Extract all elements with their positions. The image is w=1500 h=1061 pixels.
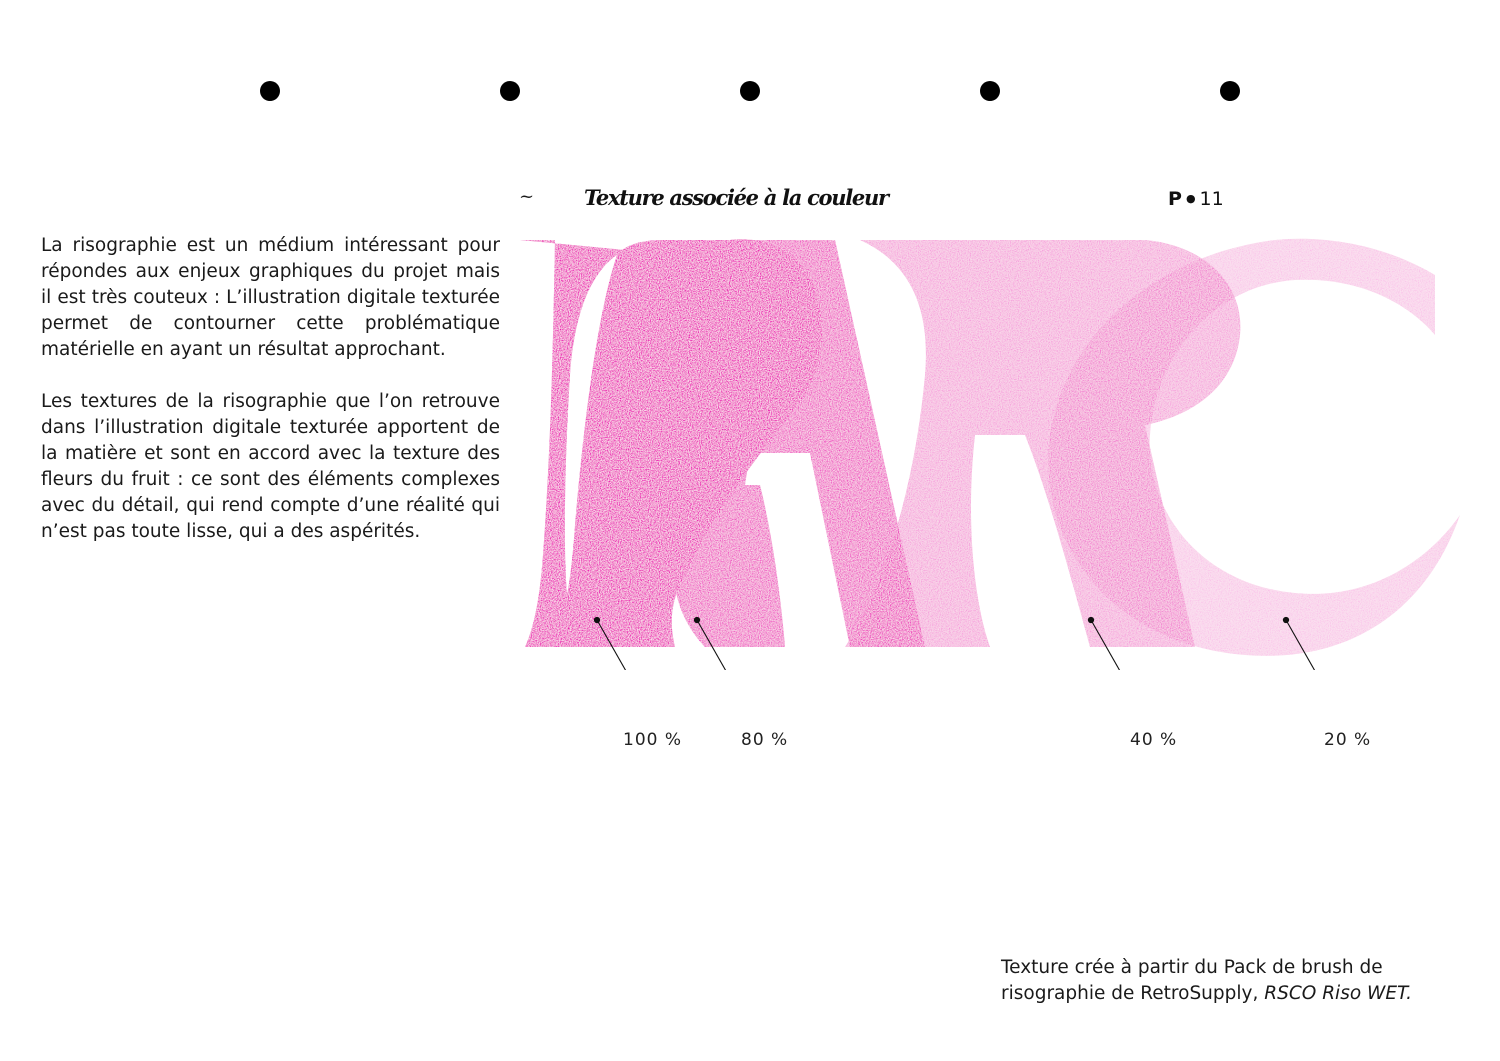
caption-text: Texture crée à partir du Pack de brush de risographie de RetroSupply, (1001, 957, 1383, 1004)
opacity-label-20: 20 % (1324, 730, 1372, 750)
nav-dot-5 (1220, 81, 1240, 101)
opacity-label-100: 100 % (623, 730, 683, 750)
section-title: Texture associée à la couleur (584, 185, 888, 210)
intro-paragraph-1: La risographie est un médium intéressant pour répondes aux enjeux graphiques du projet mais il est très couteux : L’illustration digitale texturée permet de contourner cette problématique matérielle en ayant un résultat approchant. (41, 235, 500, 360)
page-prefix: P (1168, 188, 1182, 210)
header-tilde: ~ (519, 186, 535, 207)
nav-dot-3 (740, 81, 760, 101)
parc-artwork (505, 225, 1475, 670)
nav-dot-4 (980, 81, 1000, 101)
page-number-value: 11 (1199, 188, 1224, 210)
caption-brush-name: RSCO Riso WET. (1264, 983, 1413, 1004)
intro-text (41, 233, 500, 571)
opacity-label-80: 80 % (741, 730, 789, 750)
intro-paragraph-2: Les textures de la risographie que l’on retrouve dans l’illustration digitale texturée apportent de la matière et sont en accord avec la texture des fleurs du fruit : ce sont des éléments complexes avec du détail, qui rend compte d’une réalité qui n’est pas toute lisse, qui a des aspérités. (41, 391, 500, 542)
texture-caption (1001, 955, 1471, 1007)
opacity-label-40: 40 % (1130, 730, 1178, 750)
nav-dot-2 (500, 81, 520, 101)
bullet-icon: ● (1185, 192, 1196, 205)
page-number (1168, 188, 1224, 210)
nav-dot-1 (260, 81, 280, 101)
